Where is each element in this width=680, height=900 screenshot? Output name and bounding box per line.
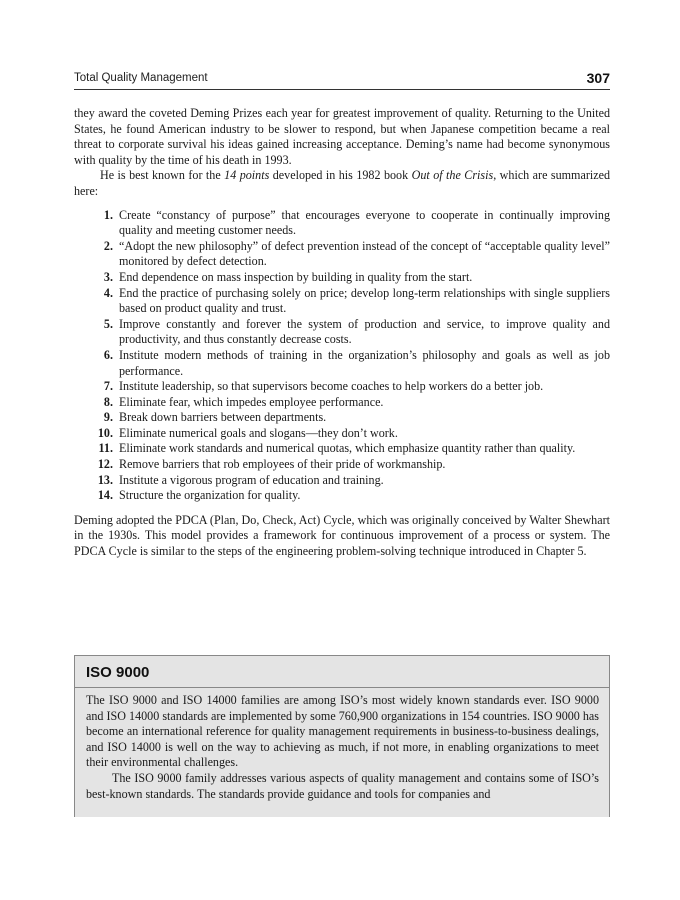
header-divider	[74, 89, 610, 90]
point-item	[74, 208, 610, 239]
paragraph-14-points-intro	[74, 168, 610, 199]
point-number: 9.	[103, 410, 113, 425]
point-text: Structure the organization for quality.	[119, 488, 301, 503]
point-text: Break down barriers between departments.	[119, 410, 327, 425]
point-text: Create “constancy of purpose” that encourages everyone to cooperate in continually improving quality and meeting customer needs.	[119, 207, 610, 238]
book-title-out-of-the-crisis: Out of the Crisis	[411, 168, 494, 183]
point-number: 6.	[103, 347, 113, 362]
point-number: 14.	[97, 488, 113, 503]
point-item	[74, 317, 610, 348]
point-item	[74, 410, 610, 426]
point-item	[74, 270, 610, 286]
point-item	[74, 473, 610, 489]
point-number: 1.	[103, 207, 113, 222]
point-item	[74, 457, 610, 473]
intro-text-after: , which are summarized here:	[74, 168, 611, 198]
intro-text-middle: developed in his 1982 book	[269, 168, 412, 183]
point-item	[74, 379, 610, 395]
point-number: 12.	[97, 457, 113, 472]
point-text: “Adopt the new philosophy” of defect prevention instead of the concept of “acceptable quality level” monitored by defect detection.	[119, 238, 610, 269]
point-text: Institute leadership, so that supervisors become coaches to help workers do a better job.	[119, 379, 544, 394]
sidebar-box-title: ISO 9000	[86, 664, 150, 681]
point-number: 13.	[97, 472, 113, 487]
running-header-title: Total Quality Management	[74, 72, 208, 84]
paragraph-deming-prizes: they award the coveted Deming Prizes each year for greatest improvement of quality. Returning to the United States, he found American industry to be slower to respond, but when Japanese competition became a real threat to corporate survival his ideas gained increasing acceptance. Deming’s name had become synonymous with quality by the time of his death in 1993.	[74, 106, 610, 167]
point-item	[74, 488, 610, 504]
point-item	[74, 286, 610, 317]
sidebar-box-text	[86, 693, 599, 802]
paragraph-pdca-cycle: Deming adopted the PDCA (Plan, Do, Check, Act) Cycle, which was originally conceived by Walter Shewhart in the 1930s. This model provides a framework for continuous improvement of a process or system. The PDCA Cycle is similar to the steps of the engineering problem-solving technique introduced in Chapter 5.	[74, 512, 610, 559]
fourteen-points-list	[74, 208, 610, 504]
main-text	[74, 106, 610, 560]
point-text: Remove barriers that rob employees of their pride of workmanship.	[119, 457, 446, 472]
page-number: 307	[586, 70, 610, 86]
point-number: 7.	[103, 379, 113, 394]
running-header	[74, 70, 610, 88]
point-text: End dependence on mass inspection by building in quality from the start.	[119, 269, 473, 284]
sidebar-box-divider	[75, 687, 609, 688]
point-text: Institute a vigorous program of education and training.	[119, 472, 384, 487]
point-number: 10.	[97, 425, 113, 440]
point-item	[74, 441, 610, 457]
point-text: Eliminate numerical goals and slogans—they don’t work.	[119, 425, 398, 440]
emphasis-14-points: 14 points	[224, 168, 270, 183]
point-number: 11.	[98, 441, 113, 456]
point-text: Eliminate work standards and numerical quotas, which emphasize quantity rather than quality.	[119, 441, 576, 456]
intro-text-before: He is best known for the	[100, 168, 225, 183]
point-number: 5.	[103, 316, 113, 331]
point-item	[74, 348, 610, 379]
point-text: End the practice of purchasing solely on price; develop long-term relationships with single suppliers based on product quality and trust.	[119, 285, 610, 316]
point-item	[74, 395, 610, 411]
point-number: 3.	[103, 269, 113, 284]
sidebar-paragraph-1: The ISO 9000 and ISO 14000 families are among ISO’s most widely known standards ever. ISO 9000 and ISO 14000 standards are implemented by some 760,900 organizations in 154 countries. ISO 9000 has become an international reference for quality management requirements in business-to-business dealings, and ISO 14000 is well on the way to achieving as much, if not more, in enabling organizations to meet their environmental challenges.	[86, 693, 599, 770]
point-number: 4.	[103, 285, 113, 300]
sidebar-paragraph-2: The ISO 9000 family addresses various aspects of quality management and contains some of ISO’s best-known standards. The standards provide guidance and tools for companies and	[86, 770, 599, 801]
point-text: Eliminate fear, which impedes employee performance.	[119, 394, 384, 409]
point-item	[74, 239, 610, 270]
point-item	[74, 426, 610, 442]
point-number: 8.	[103, 394, 113, 409]
iso-9000-sidebar-box	[74, 655, 610, 817]
point-text: Institute modern methods of training in the organization’s philosophy and goals as well as job performance.	[119, 347, 610, 378]
point-number: 2.	[103, 238, 113, 253]
point-text: Improve constantly and forever the system of production and service, to improve quality and productivity, and thus constantly decrease costs.	[119, 316, 610, 347]
